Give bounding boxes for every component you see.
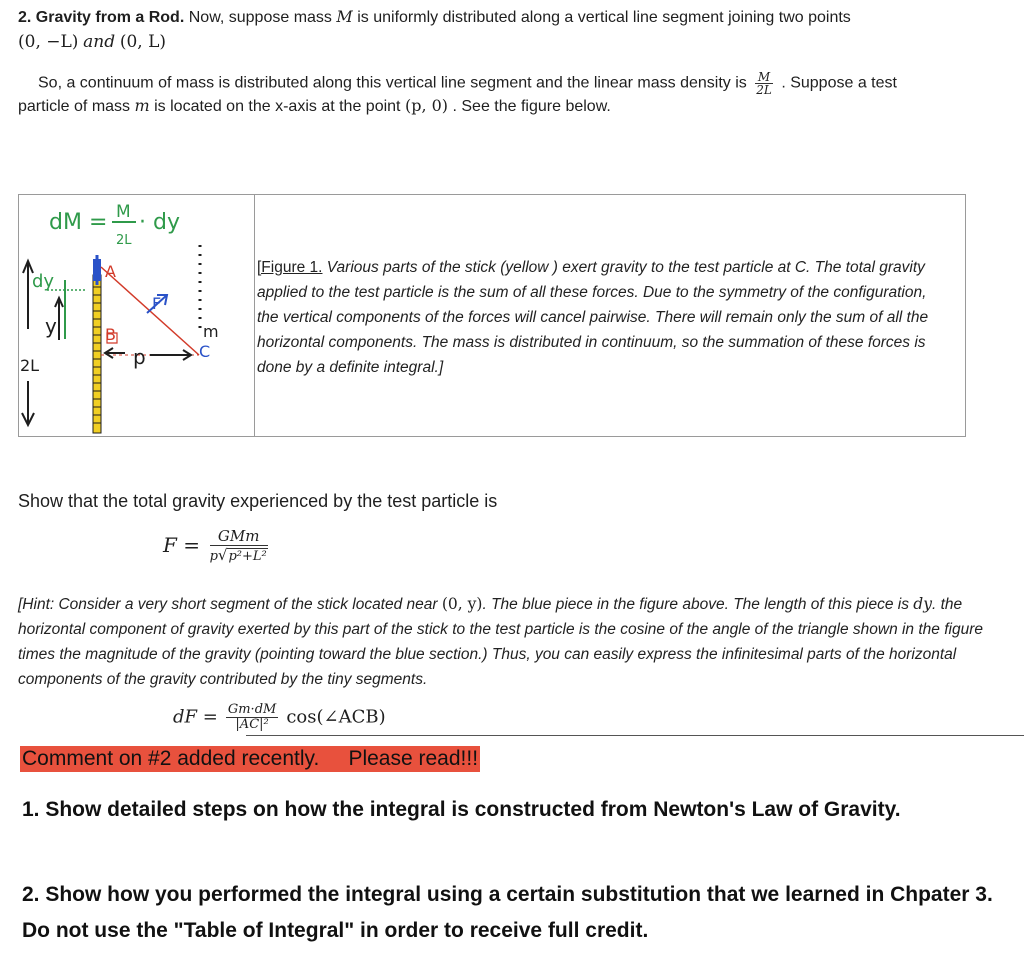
problem-number: 2. — [18, 9, 32, 26]
hint-dy: dy — [913, 595, 932, 613]
particle-text: particle of mass — [18, 98, 131, 115]
particle-point: (p, 0) — [404, 96, 449, 115]
formula-denominator — [210, 546, 268, 566]
m-over-label: M — [116, 202, 131, 222]
point-b-label: B — [105, 325, 116, 344]
df-fraction — [226, 703, 278, 732]
point-a-label: A — [105, 262, 116, 281]
hint-part-a: [Hint: Consider a very short segment of the stick located near — [18, 596, 438, 613]
located-text: is located on the x-axis at the point — [154, 98, 401, 115]
density-line-2 — [18, 96, 611, 116]
density-line-1 — [38, 71, 897, 96]
separator-line — [246, 735, 1024, 736]
p-label: p — [133, 345, 146, 369]
df-formula — [173, 703, 386, 732]
fraction-numerator: M — [755, 71, 773, 84]
endpoints-line — [18, 32, 166, 52]
density-fraction — [755, 71, 773, 96]
point-c-label: C — [199, 342, 211, 361]
instruction-1: 1. Show detailed steps on how the integral is constructed from Newton's Law of Gravity. — [22, 798, 901, 821]
caption-text: Various parts of the stick (yellow ) exert gravity to the test particle at C. The total gravity applied to the test particle is the sum of all these forces. Due to the symmetry of the configuration, the vertical components of the forces will cancel pairwise. There will remain only the sum of all the horizontal components. The mass is distributed in continuum, so the summation of these forces is done by a definite integral.] — [257, 259, 929, 376]
rod — [93, 275, 101, 433]
problem-title: Gravity from a Rod. — [35, 9, 185, 26]
denominator-root: p²+L² — [228, 549, 267, 564]
dy-label: · dy — [139, 210, 180, 235]
fraction-denominator: 2L — [756, 83, 772, 97]
hint-paragraph — [18, 592, 1008, 692]
m-symbol: m — [134, 96, 150, 115]
and-word: and — [83, 32, 116, 52]
gravity-formula — [163, 527, 268, 566]
sqrt-icon: √ — [217, 546, 228, 564]
problem-intro: Now, suppose mass — [188, 9, 332, 26]
problem-title-line — [18, 6, 1018, 29]
hint-part-c: . the horizontal component of gravity exerted by this part of the stick to the test particle is the cosine of the angle of the triangle shown in the figure times the magnitude of the gravity (pointing toward the blue section.) Thus, you can easily express the infinitesimal parts of the horizontal components of the gravity contributed by the tiny segments. — [18, 596, 983, 688]
two-l-label: 2L — [20, 356, 40, 375]
point-b: (0, L) — [119, 32, 167, 52]
hint-part-b: . The blue piece in the figure above. The length of this piece is — [482, 596, 909, 613]
dm-label: dM = — [49, 210, 108, 235]
mass-symbol: M — [336, 7, 353, 26]
force-label: F — [152, 294, 162, 313]
formula-numerator: GMm — [210, 527, 268, 546]
df-numerator: Gm·dM — [227, 702, 277, 717]
df-cosine: cos(∠ACB) — [286, 706, 386, 728]
denominator-p: p — [209, 549, 218, 564]
two-l-small-label: 2L — [116, 233, 132, 248]
figure-caption — [257, 255, 947, 380]
formula-fraction — [210, 527, 268, 566]
show-that-text: Show that the total gravity experienced by the test particle is — [18, 491, 498, 511]
figure-divider — [254, 194, 255, 437]
hint-point: (0, y) — [441, 595, 483, 613]
df-denominator: |AC|² — [235, 717, 269, 732]
see-figure-text: . See the figure below. — [452, 98, 611, 115]
rod-figure — [19, 195, 253, 436]
density-text: So, a continuum of mass is distributed along this vertical line segment and the linear mass density is — [38, 74, 747, 92]
df-lhs: dF = — [173, 706, 218, 728]
density-tail: . Suppose a test — [781, 74, 897, 92]
mass-m-label: m — [203, 322, 219, 341]
comment-banner: Comment on #2 added recently. Please read!!! — [22, 747, 479, 770]
dy-left-label: dy — [32, 271, 55, 292]
figure-reference: [Figure 1. — [257, 259, 323, 276]
problem-intro-tail: is uniformly distributed along a vertical line segment joining two points — [357, 9, 851, 26]
formula-lhs: F = — [163, 532, 200, 557]
point-a: (0, −L) — [18, 32, 79, 52]
y-label: y — [45, 314, 57, 338]
instruction-2: 2. Show how you performed the integral using a certain substitution that we learned in Chpater 3. Do not use the "Table of Integral" in order to receive full credit. — [22, 883, 993, 942]
